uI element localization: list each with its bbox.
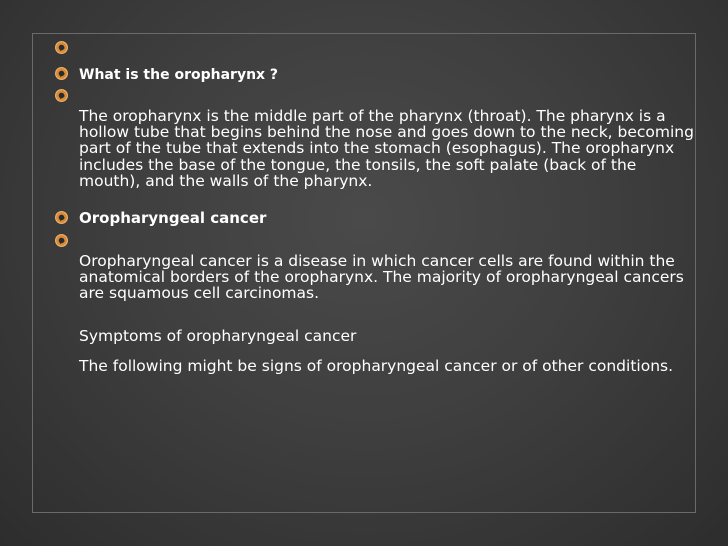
bullet-row-cancer: [55, 208, 695, 227]
bullet-arrow-icon: [55, 67, 68, 80]
bullet-arrow-icon: [55, 89, 68, 102]
cancer-heading: Oropharyngeal cancer: [79, 209, 267, 228]
definition-paragraph: The oropharynx is the middle part of the pharynx (throat). The pharynx is a hollow tube that begins behind the nose and goes down to the neck, becoming part of the tube that extends into the stomach (esophagus). The oropharynx includes the base of the tongue, the tonsils, the soft palate (back of the mouth), and the walls of the pharynx.: [79, 107, 694, 190]
symptoms-paragraph: The following might be signs of oropharyngeal cancer or of other conditions.: [79, 356, 674, 375]
bullet-row-cancer-body: [55, 232, 695, 374]
slide-content: [55, 38, 695, 374]
bullet-row-question: [55, 64, 695, 83]
cancer-paragraph: Oropharyngeal cancer is a disease in which cancer cells are found within the anatomical borders of the oropharynx. The majority of oropharyngeal cancers are squamous cell carcinomas.: [79, 252, 684, 303]
bullet-arrow-icon: [55, 234, 68, 247]
question-heading: What is the oropharynx ?: [79, 67, 279, 83]
bullet-arrow-icon: [55, 211, 68, 224]
bullet-row-definition: [55, 86, 695, 189]
symptoms-heading: Symptoms of oropharyngeal cancer: [79, 326, 357, 345]
bullet-row-empty-1: [55, 38, 695, 58]
bullet-arrow-icon: [55, 41, 68, 54]
